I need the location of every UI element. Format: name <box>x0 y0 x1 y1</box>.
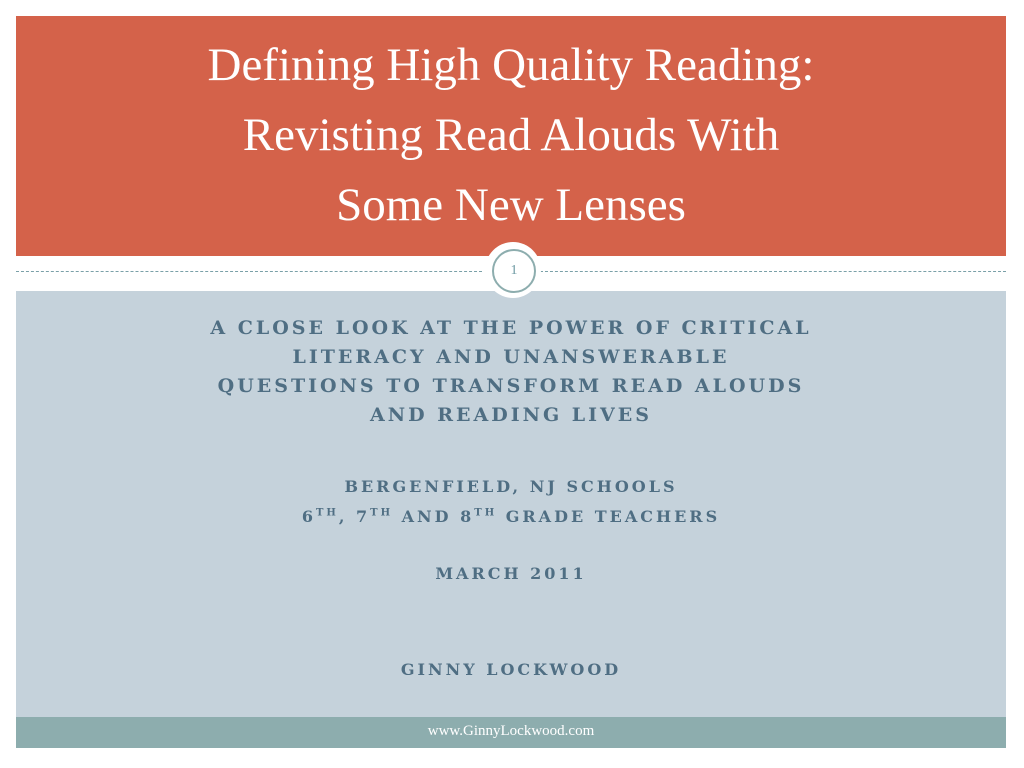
organization-line: BERGENFIELD, NJ SCHOOLS <box>344 477 678 496</box>
divider-right <box>540 271 1006 272</box>
grade-7-suffix: TH <box>370 507 394 519</box>
divider-left <box>16 271 482 272</box>
grade-8-suffix: TH <box>474 507 498 519</box>
slide-title <box>16 30 1006 240</box>
grade-sep-1: , <box>338 507 357 526</box>
title-line-2: Revisting Read Alouds With <box>242 109 780 161</box>
organization-block <box>106 472 916 532</box>
subtitle-line-1: A CLOSE LOOK AT THE POWER OF CRITICAL <box>210 317 812 339</box>
subtitle-line-2: LITERACY AND UNANSWERABLE <box>292 346 730 368</box>
grade-6-suffix: TH <box>315 507 339 519</box>
grade-8: 8 <box>460 507 475 526</box>
presentation-date: MARCH 2011 <box>435 564 587 583</box>
footer-url: www.GinnyLockwood.com <box>427 723 595 739</box>
grade-sep-2: AND <box>393 507 461 526</box>
slide <box>16 16 1006 748</box>
grade-7: 7 <box>356 507 371 526</box>
subtitle <box>106 314 916 430</box>
subtitle-line-3: QUESTIONS TO TRANSFORM READ ALOUDS <box>217 375 805 397</box>
grades-line <box>106 502 916 532</box>
grades-tail: GRADE TEACHERS <box>497 507 721 526</box>
subtitle-line-4: AND READING LIVES <box>370 404 652 426</box>
title-line-1: Defining High Quality Reading: <box>207 39 815 91</box>
grade-6: 6 <box>301 507 316 526</box>
title-line-3: Some New Lenses <box>336 179 686 231</box>
page-number-badge: 1 <box>492 249 536 293</box>
author-name: GINNY LOCKWOOD <box>400 660 622 679</box>
